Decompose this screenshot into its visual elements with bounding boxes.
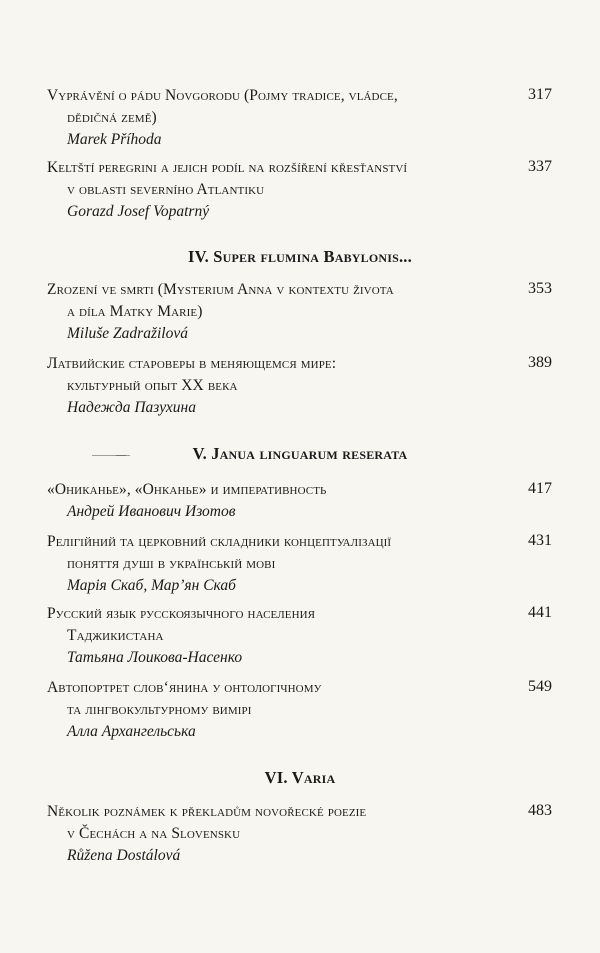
entry-page-number: 549 (528, 678, 552, 695)
toc-entry (47, 531, 552, 597)
section-heading-iv: IV. Super flumina Babylonis... (188, 247, 412, 266)
toc-entry (47, 801, 552, 867)
entry-title-line-1: Автопортрет слов‘янина у онтологічному (47, 679, 322, 696)
toc-entry (47, 677, 552, 743)
entry-page-number: 389 (528, 354, 552, 371)
section-heading-v: V. Janua linguarum reserata (192, 444, 408, 463)
entry-title-line-1: Keltští peregrini a jejich podíl na rozšíření křesťanství (47, 159, 408, 176)
entry-title-line-2: Таджикистана (67, 627, 164, 644)
entry-title-line-2: v oblasti severního Atlantiku (67, 181, 265, 198)
entry-title-line-1: Латвийские староверы в меняющемся мире: (47, 355, 337, 372)
entry-page-number: 337 (528, 158, 552, 175)
entry-page-number: 317 (528, 86, 552, 103)
entry-title-line-1: Zrození ve smrti (Mysterium Anna v kontextu života (47, 281, 394, 298)
entry-title-line-1: Několik poznámek k překladům novořecké poezie (47, 803, 367, 820)
entry-author: Надежда Пазухина (67, 399, 196, 416)
toc-entry (47, 479, 552, 523)
entry-title-line-2: v Čechách a na Slovensku (67, 825, 241, 842)
entry-title-line-2: a díla Matky Marie) (67, 303, 203, 320)
entry-author: Růžena Dostálová (67, 847, 181, 864)
toc-entry (47, 353, 552, 419)
entry-author: Татьяна Лоикова-Насенко (67, 649, 243, 666)
toc-entry (47, 279, 552, 345)
entry-title-line-2: dědičná země) (67, 109, 157, 126)
entry-page-number: 353 (528, 280, 552, 297)
entry-title-line-2: культурный опыт XX века (67, 377, 238, 394)
section-heading-vi: VI. Varia (264, 768, 336, 787)
entry-author: Марія Скаб, Мар’ян Скаб (67, 577, 236, 594)
entry-author: Gorazd Josef Vopatrný (67, 203, 210, 220)
entry-page-number: 483 (528, 802, 552, 819)
entry-title-line-1: Русский язык русскоязычного населения (47, 605, 316, 622)
entry-author: Алла Архангельська (67, 723, 196, 740)
entry-author: Marek Příhoda (67, 131, 162, 148)
entry-author: Андрей Иванович Изотов (67, 503, 236, 520)
entry-title-line-1: «Ониканье», «Онканье» и императивность (47, 481, 327, 498)
toc-entry (47, 603, 552, 669)
entry-title-line-1: Vyprávění o pádu Novgorodu (Pojmy tradice, vládce, (47, 87, 398, 104)
entry-page-number: 441 (528, 604, 552, 621)
entry-author: Miluše Zadražilová (67, 325, 188, 342)
toc-entry (47, 85, 552, 151)
toc-entry (47, 157, 552, 223)
entry-page-number: 417 (528, 480, 552, 497)
entry-title-line-2: та лінгвокультурному вимірі (67, 701, 252, 718)
entry-page-number: 431 (528, 532, 552, 549)
entry-title-line-1: Релігійний та церковний складники концептуалізації (47, 533, 392, 550)
entry-title-line-2: поняття душі в українській мові (67, 555, 276, 572)
